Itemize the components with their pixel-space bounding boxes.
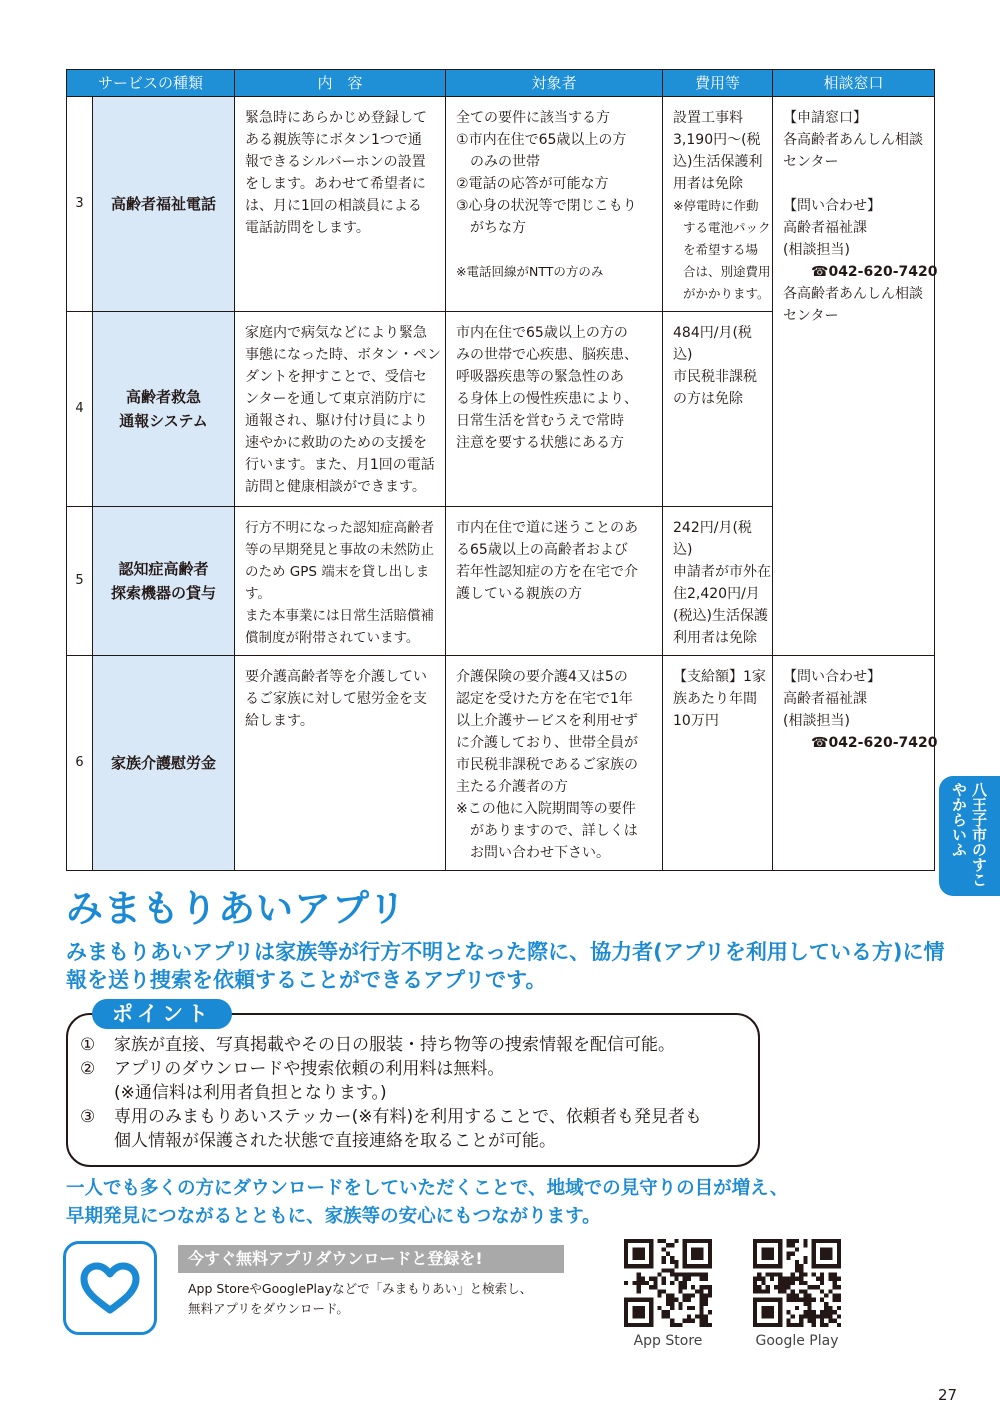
phone-number[interactable]: ☎042-620-7420 xyxy=(811,264,938,280)
content-line: るご家族に対して慰労金を支 xyxy=(245,691,428,707)
target-line: 認定を受けた方を在宅で1年 xyxy=(456,691,633,707)
target-line: のみの世帯 xyxy=(470,154,541,170)
point-text: (※通信料は利用者負担となります。) xyxy=(114,1083,387,1103)
service-table xyxy=(66,69,938,871)
contact-line: 各高齢者あんしん相談 xyxy=(783,286,924,302)
service-name-line: 高齢者救急 xyxy=(126,388,202,406)
header-service-type: サービスの種類 xyxy=(67,70,235,97)
side-tab-label: 八王子市のすこやからいふ xyxy=(950,782,988,887)
target-line: る65歳以上の高齢者および xyxy=(456,542,628,558)
cost-line: 484円/月(税 xyxy=(673,325,752,341)
service-name xyxy=(93,656,235,871)
point-number: ② xyxy=(80,1059,96,1079)
contact-line: (相談担当) xyxy=(783,713,850,729)
target-line: みの世帯で心疾患、脳疾患、 xyxy=(456,347,639,363)
cost-line: 込) xyxy=(673,347,693,363)
content-line: ダントを押すことで、受信セ xyxy=(245,369,427,385)
point-text: 家族が直接、写真掲載やその日の服装・持ち物等の捜索情報を配信可能。 xyxy=(114,1035,675,1055)
content-line: 電話訪問をします。 xyxy=(245,220,370,236)
point-text: アプリのダウンロードや捜索依頼の利用料は無料。 xyxy=(114,1059,505,1079)
target-note: がありますので、詳しくは xyxy=(470,823,638,839)
cost-note-line: を希望する場 xyxy=(683,242,759,257)
target-line: 介護保険の要介護4又は5の xyxy=(456,669,628,685)
contact-line: 【問い合わせ】 xyxy=(783,198,882,214)
closing-text xyxy=(66,1175,946,1231)
cost-cell xyxy=(663,312,773,507)
list-item xyxy=(80,1057,750,1081)
header-target: 対象者 xyxy=(446,70,663,97)
point-list xyxy=(80,1033,750,1153)
point-text: 専用のみまもりあいステッカー(※有料)を利用することで、依頼者も発見者も xyxy=(114,1107,702,1127)
target-note: お問い合わせ下さい。 xyxy=(470,845,611,861)
cost-note-line: ※停電時に作動 xyxy=(673,198,759,213)
content-line: 償制度が附帯されています。 xyxy=(245,630,420,646)
service-name-line: 高齢者福祉電話 xyxy=(111,195,217,213)
table-header-row xyxy=(67,70,935,97)
target-line: 市内在住で65歳以上の方の xyxy=(456,325,628,341)
target-line: 主たる介護者の方 xyxy=(456,779,569,795)
content-line: のため GPS 端末を貸し出しま xyxy=(245,564,430,580)
contact-line: 各高齢者あんしん相談 xyxy=(783,132,924,148)
page-number: 27 xyxy=(938,1386,958,1404)
target-line: 若年性認知症の方を在宅で介 xyxy=(456,564,639,580)
contact-line: センター xyxy=(783,308,839,324)
point-number: ① xyxy=(80,1035,96,1055)
contact-cell xyxy=(773,656,938,871)
cost-line: 10万円 xyxy=(673,713,719,729)
cost-cell xyxy=(663,507,773,656)
cost-line: 【支給額】1家 xyxy=(673,669,766,685)
content-line: 速やかに救助のための支援を xyxy=(245,435,428,451)
download-banner: 今すぐ無料アプリダウンロードと登録を! xyxy=(178,1245,564,1273)
app-icon-box xyxy=(63,1241,157,1335)
content-line: ある親族等にボタン1つで通 xyxy=(245,132,422,148)
table-row xyxy=(67,97,935,312)
target-line: る身体上の慢性疾患により、 xyxy=(456,391,639,407)
list-item xyxy=(80,1033,750,1057)
content-cell xyxy=(235,312,446,507)
content-cell xyxy=(235,97,446,312)
cost-note-line: 合は、別途費用 xyxy=(683,264,771,279)
content-line: 家庭内で病気などにより緊急 xyxy=(245,325,428,341)
contact-line: 高齢者福祉課 xyxy=(783,691,868,707)
cost-line: 込) xyxy=(673,542,693,558)
cost-line: 込)生活保護利 xyxy=(673,154,763,170)
content-line: 給します。 xyxy=(245,713,314,729)
qr-code-icon[interactable] xyxy=(624,1239,712,1327)
cost-line: 住2,420円/月 xyxy=(673,586,760,602)
header-cost: 費用等 xyxy=(663,70,773,97)
download-note-line: App StoreやGooglePlayなどで「みまもりあい」と検索し、 xyxy=(188,1281,533,1296)
contact-line: 高齢者福祉課 xyxy=(783,220,868,236)
target-line: ①市内在住で65歳以上の方 xyxy=(456,132,627,148)
content-line: 要介護高齢者等を介護してい xyxy=(245,669,428,685)
service-name-line: 家族介護慰労金 xyxy=(111,754,217,772)
cost-note-line: がかかります。 xyxy=(683,286,770,301)
content-line: また本事業には日常生活賠償補 xyxy=(245,608,435,624)
target-cell xyxy=(446,656,663,871)
point-label: ポイント xyxy=(92,999,232,1029)
content-line: 行います。また、月1回の電話 xyxy=(245,457,435,473)
target-cell xyxy=(446,312,663,507)
content-cell xyxy=(235,656,446,871)
target-line: 市民税非課税であるご家族の xyxy=(456,757,639,773)
cost-note-line: する電池パック xyxy=(683,220,771,235)
cost-line: 利用者は免除 xyxy=(673,630,758,646)
target-line: がちな方 xyxy=(470,220,527,236)
content-line: 行方不明になった認知症高齢者 xyxy=(245,520,435,536)
target-line: ②電話の応答が可能な方 xyxy=(456,176,609,192)
point-number: ③ xyxy=(80,1107,96,1127)
list-item xyxy=(80,1105,750,1129)
service-name xyxy=(93,507,235,656)
content-cell xyxy=(235,507,446,656)
closing-line: 早期発見につながるとともに、家族等の安心にもつながります。 xyxy=(66,1206,601,1227)
row-number: 6 xyxy=(67,656,93,871)
row-number: 4 xyxy=(67,312,93,507)
table-row xyxy=(67,656,935,871)
target-line: 護している親族の方 xyxy=(456,586,583,602)
target-line: 全ての要件に該当する方 xyxy=(456,110,611,126)
service-name-line: 通報システム xyxy=(119,412,208,430)
service-name-line: 探索機器の貸与 xyxy=(111,584,217,602)
cost-line: 3,190円～(税 xyxy=(673,132,761,148)
service-name xyxy=(93,312,235,507)
content-line: 通報され、駆け付け員により xyxy=(245,413,428,429)
content-line: 訪問と健康相談ができます。 xyxy=(245,479,426,495)
target-cell xyxy=(446,507,663,656)
target-line: 呼吸器疾患等の緊急性のあ xyxy=(456,369,625,385)
content-line: 等の早期発見と事故の未然防止 xyxy=(245,542,435,558)
target-line: 日常生活を営むうえで常時 xyxy=(456,413,625,429)
target-cell xyxy=(446,97,663,312)
cost-cell xyxy=(663,97,773,312)
store-label-app-store: App Store xyxy=(633,1333,703,1349)
target-line: 市内在住で道に迷うことのあ xyxy=(456,520,639,536)
cost-line: 設置工事料 xyxy=(673,110,744,126)
cost-line: 族あたり年間 xyxy=(673,691,758,707)
cost-line: 申請者が市外在 xyxy=(673,564,772,580)
qr-code-icon[interactable] xyxy=(753,1239,841,1327)
cost-line: 市民税非課税 xyxy=(673,369,758,385)
list-item xyxy=(80,1081,750,1105)
contact-line: (相談担当) xyxy=(783,242,850,258)
contact-cell xyxy=(773,97,938,656)
download-note xyxy=(188,1279,588,1319)
target-line: ③心身の状況等で閉じこもり xyxy=(456,198,637,214)
target-line: に介護しており、世帯全員が xyxy=(456,735,639,751)
contact-line: センター xyxy=(783,154,839,170)
target-line: 以上介護サービスを利用せず xyxy=(456,713,639,729)
service-name-line: 認知症高齢者 xyxy=(118,560,209,578)
content-line: 報できるシルバーホンの設置 xyxy=(245,154,426,170)
content-line: は、月に1回の相談員による xyxy=(245,198,422,214)
contact-spacer xyxy=(783,173,926,195)
content-line: 事態になった時、ボタン・ペン xyxy=(245,347,442,363)
point-number xyxy=(80,1129,114,1153)
target-note: ※電話回線がNTTの方のみ xyxy=(456,264,604,279)
row-number: 3 xyxy=(67,97,93,312)
contact-line: 【申請窓口】 xyxy=(783,110,868,126)
point-number xyxy=(80,1081,114,1105)
service-name xyxy=(93,97,235,312)
cost-cell xyxy=(663,656,773,871)
cost-line: (税込)生活保護 xyxy=(673,608,768,624)
content-line: をします。あわせて希望者に xyxy=(245,176,426,192)
content-line: ンターを通して東京消防庁に xyxy=(245,391,427,407)
header-contact: 相談窓口 xyxy=(773,70,935,97)
point-text: 個人情報が保護された状態で直接連絡を取ることが可能。 xyxy=(114,1131,556,1151)
download-note-line: 無料アプリをダウンロード。 xyxy=(188,1301,349,1316)
cost-line: 242円/月(税 xyxy=(673,520,752,536)
heart-icon xyxy=(66,1244,154,1332)
section-description: みまもりあいアプリは家族等が行方不明となった際に、協力者(アプリを利用している方)に情報を送り捜索を依頼することができるアプリです。 xyxy=(66,940,945,992)
content-line: 緊急時にあらかじめ登録して xyxy=(245,110,428,126)
header-content: 内 容 xyxy=(235,70,446,97)
row-number: 5 xyxy=(67,507,93,656)
list-item xyxy=(80,1129,750,1153)
target-note: ※この他に入院期間等の要件 xyxy=(456,801,636,817)
closing-line: 一人でも多くの方にダウンロードをしていただくことで、地域での見守りの目が増え、 xyxy=(66,1178,789,1199)
phone-number[interactable]: ☎042-620-7420 xyxy=(811,735,938,751)
store-label-google-play: Google Play xyxy=(755,1333,839,1349)
contact-line: 【問い合わせ】 xyxy=(783,669,882,685)
section-title: みまもりあいアプリ xyxy=(66,887,407,930)
cost-line: の方は免除 xyxy=(673,391,744,407)
content-line: す。 xyxy=(245,586,271,602)
target-line: 注意を要する状態にある方 xyxy=(456,435,625,451)
cost-line: 用者は免除 xyxy=(673,176,744,192)
target-spacer xyxy=(456,239,654,261)
